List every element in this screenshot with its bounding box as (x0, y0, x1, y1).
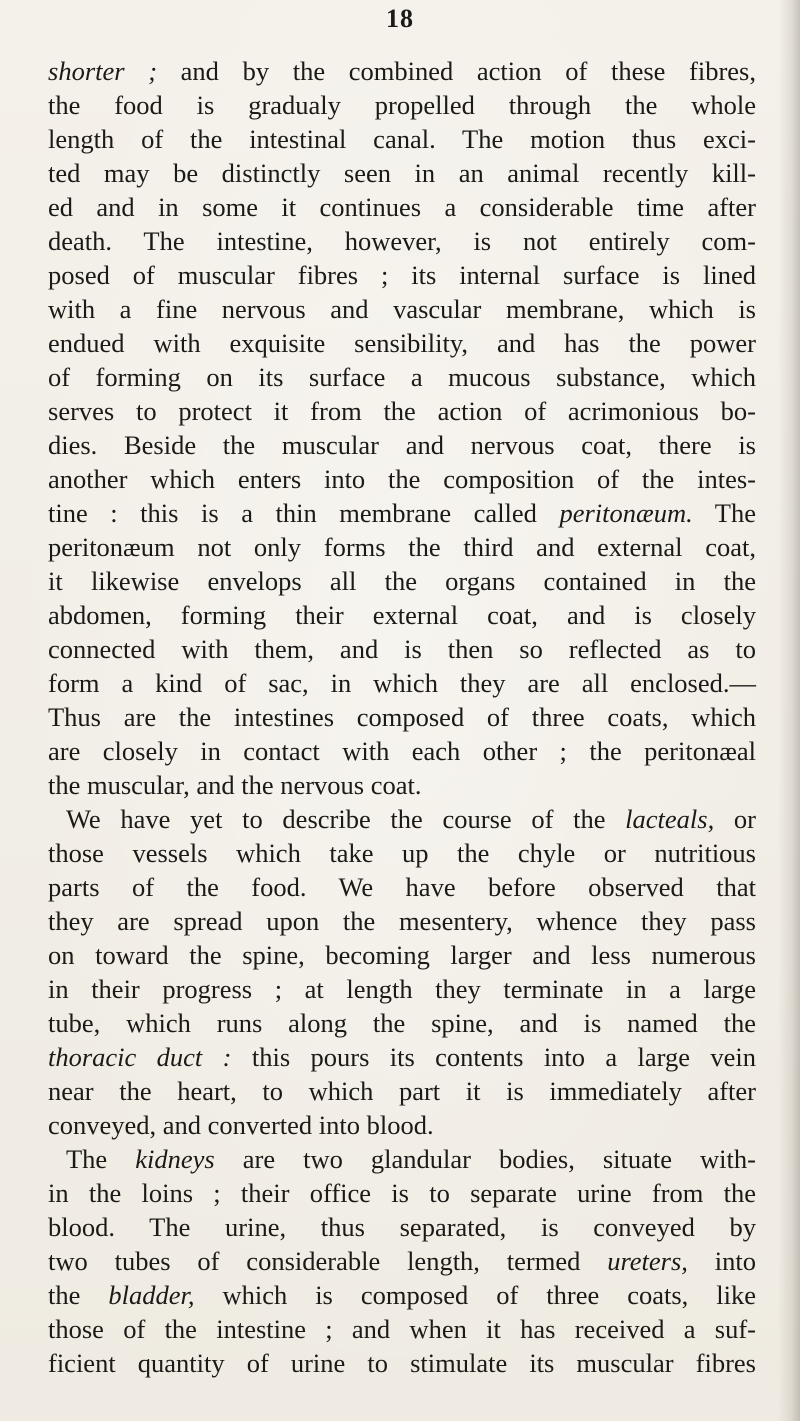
text-run: blood. The urine, thus separated, is conveyed by (48, 1212, 756, 1242)
text-run: We have yet to describe the course of the (66, 804, 626, 834)
text-line (48, 938, 756, 972)
text-run: peritonæum not only forms the third and external coat, (48, 532, 756, 562)
text-run: which is composed of three coats, like (194, 1280, 757, 1310)
italic-term: kidneys (135, 1144, 215, 1174)
text-run: abdomen, forming their external coat, and is closely (48, 600, 756, 630)
text-run: Thus are the intestines composed of three coats, which (48, 702, 756, 732)
text-line (48, 1244, 756, 1278)
text-run: conveyed, and converted into blood. (48, 1110, 434, 1140)
text-run: those vessels which take up the chyle or nutritious (48, 838, 756, 868)
text-line (48, 326, 756, 360)
text-line (48, 1210, 756, 1244)
text-line (48, 394, 756, 428)
text-line (48, 904, 756, 938)
text-line (48, 666, 756, 700)
text-line (48, 462, 756, 496)
text-line (48, 836, 756, 870)
text-run: dies. Beside the muscular and nervous coat, there is (48, 430, 756, 460)
text-run: ficient quantity of urine to stimulate its muscular fibres (48, 1348, 756, 1378)
text-run: form a kind of sac, in which they are all enclosed.— (48, 668, 756, 698)
text-line (48, 1142, 756, 1176)
text-run: connected with them, and is then so reflected as to (48, 634, 756, 664)
text-line (48, 768, 756, 802)
text-line (48, 564, 756, 598)
text-line (48, 190, 756, 224)
text-run: another which enters into the composition of the intes- (48, 464, 756, 494)
text-run: this pours its contents into a large vein (231, 1042, 756, 1072)
text-run: tube, which runs along the spine, and is named the (48, 1008, 756, 1038)
text-run: are two glandular bodies, situate with- (214, 1144, 756, 1174)
page-edge-shadow (778, 0, 800, 1421)
text-run: it likewise envelops all the organs contained in the (48, 566, 756, 596)
text-line (48, 428, 756, 462)
italic-term: peritonæum. (559, 498, 693, 528)
page-number: 18 (386, 4, 414, 33)
text-run: and by the combined action of these fibres, (157, 56, 756, 86)
text-run: two tubes of considerable length, termed (48, 1246, 608, 1276)
text-line (48, 972, 756, 1006)
text-line (48, 292, 756, 326)
text-run: endued with exquisite sensibility, and has the power (48, 328, 756, 358)
text-run: parts of the food. We have before observed that (48, 872, 756, 902)
text-line (48, 1346, 756, 1380)
text-line (48, 700, 756, 734)
text-line (48, 88, 756, 122)
text-run: posed of muscular fibres ; its internal surface is lined (48, 260, 756, 290)
body-text (48, 54, 756, 1380)
text-run: ted may be distinctly seen in an animal recently kill- (48, 158, 756, 188)
text-line (48, 1312, 756, 1346)
text-run: near the heart, to which part it is immediately after (48, 1076, 756, 1106)
text-line (48, 1006, 756, 1040)
text-line (48, 224, 756, 258)
text-line (48, 870, 756, 904)
text-line (48, 1176, 756, 1210)
text-line (48, 598, 756, 632)
text-line (48, 54, 756, 88)
italic-term: thoracic duct : (48, 1042, 232, 1072)
text-line (48, 496, 756, 530)
text-run: into (687, 1246, 756, 1276)
text-line (48, 1278, 756, 1312)
text-line (48, 530, 756, 564)
text-line (48, 122, 756, 156)
text-run: length of the intestinal canal. The motion thus exci- (48, 124, 756, 154)
text-run: tine : this is a thin membrane called (48, 498, 560, 528)
text-run: The (692, 498, 756, 528)
text-line (48, 802, 756, 836)
text-run: of forming on its surface a mucous substance, which (48, 362, 756, 392)
text-line (48, 1040, 756, 1074)
text-run: death. The intestine, however, is not entirely com- (48, 226, 756, 256)
text-run: are closely in contact with each other ; the peritonæal (48, 736, 756, 766)
text-line (48, 360, 756, 394)
text-run: serves to protect it from the action of acrimonious bo- (48, 396, 756, 426)
text-line (48, 1108, 756, 1142)
italic-term: lacteals, (625, 804, 715, 834)
text-run: in their progress ; at length they terminate in a large (48, 974, 756, 1004)
text-run: on toward the spine, becoming larger and less numerous (48, 940, 756, 970)
text-line (48, 258, 756, 292)
text-run: they are spread upon the mesentery, whence they pass (48, 906, 756, 936)
text-run: the (48, 1280, 109, 1310)
text-run: with a fine nervous and vascular membrane, which is (48, 294, 756, 324)
text-line (48, 734, 756, 768)
text-run: or (714, 804, 757, 834)
text-run: the food is gradualy propelled through the whole (48, 90, 756, 120)
text-line (48, 156, 756, 190)
text-run: in the loins ; their office is to separate urine from the (48, 1178, 756, 1208)
text-run: The (66, 1144, 136, 1174)
text-run: ed and in some it continues a considerable time after (48, 192, 756, 222)
text-run: the muscular, and the nervous coat. (48, 770, 422, 800)
text-line (48, 632, 756, 666)
text-run: those of the intestine ; and when it has received a suf- (48, 1314, 756, 1344)
italic-term: bladder, (108, 1280, 195, 1310)
italic-term: shorter ; (48, 56, 158, 86)
text-line (48, 1074, 756, 1108)
italic-term: ureters, (607, 1246, 688, 1276)
